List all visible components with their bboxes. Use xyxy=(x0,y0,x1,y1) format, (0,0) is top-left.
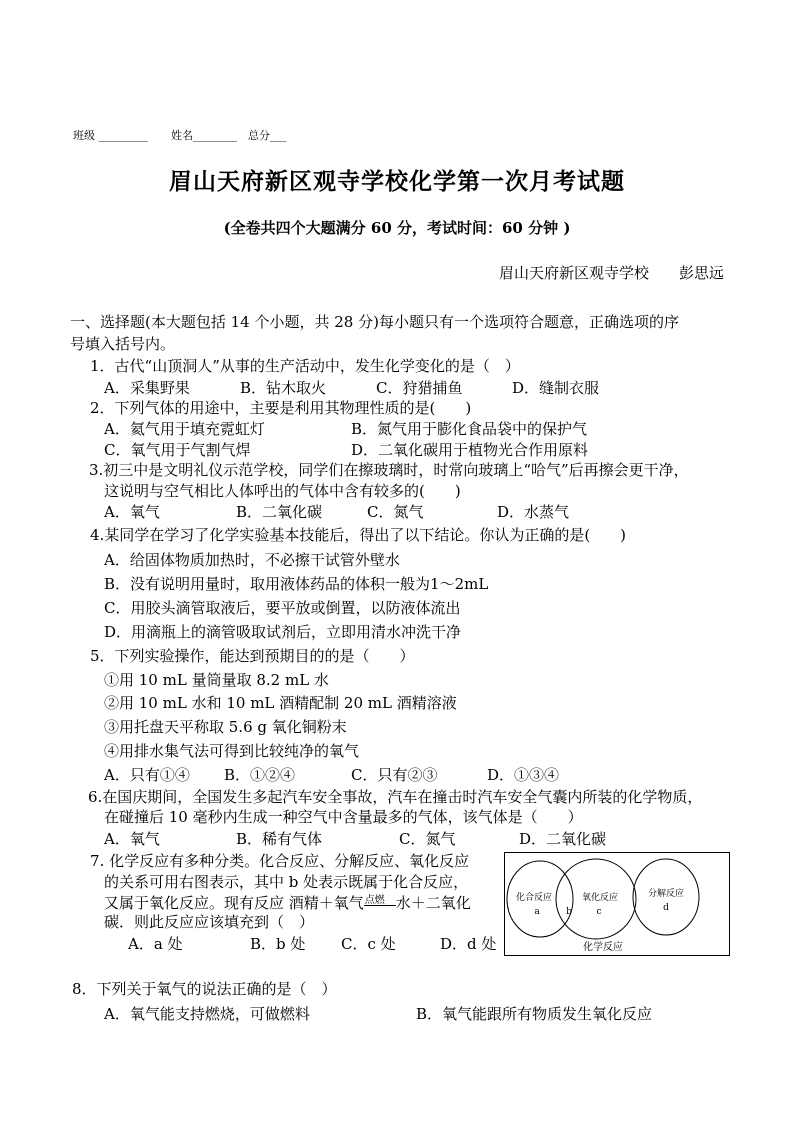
region-b-label: b xyxy=(566,907,572,917)
q6-option-d: D．二氧化碳 xyxy=(519,830,607,848)
q7-line2: 的关系可用右图表示，其中 b 处表示既属于化合反应， xyxy=(104,873,469,891)
q6-option-b: B．稀有气体 xyxy=(236,830,323,848)
q7-option-d: D．d 处 xyxy=(440,935,497,953)
q6-stem-line1: 6.在国庆期间，全国发生多起汽车安全事故，汽车在撞击时汽车安全气囊内所装的化学物质， xyxy=(88,788,703,806)
name-blank: ________ xyxy=(193,129,237,142)
student-info-header xyxy=(73,127,287,143)
reaction-condition: 点燃 xyxy=(364,895,385,906)
total-blank: ___ xyxy=(270,129,287,142)
q3-stem-line1: 3.初三中是文明礼仪示范学校，同学们在擦玻璃时，时常向玻璃上“哈气”后再擦会更干净， xyxy=(89,461,689,479)
q4-option-b: B．没有说明用量时，取用液体药品的体积一般为1～2mL xyxy=(104,575,489,593)
q8-option-b: B．氧气能跟所有物质发生氧化反应 xyxy=(416,1005,653,1023)
combination-label: 化合反应 xyxy=(515,893,553,903)
q1-option-d: D．缝制衣服 xyxy=(512,379,600,397)
q5-option-c: C．只有②③ xyxy=(351,766,438,784)
q2-option-b: B．氮气用于膨化食品袋中的保护气 xyxy=(351,420,588,438)
q4-stem: 4.某同学在学习了化学实验基本技能后，得出了以下结论。你认为正确的是( ) xyxy=(90,526,627,544)
q5-option-a: A．只有①④ xyxy=(104,766,190,784)
q3-option-a: A．氧气 xyxy=(104,503,160,521)
q2-option-a: A．氦气用于填充霓虹灯 xyxy=(104,420,265,438)
q3-option-b: B．二氧化碳 xyxy=(236,503,323,521)
reaction-arrow xyxy=(364,894,396,908)
q1-option-c: C．狩猎捕鱼 xyxy=(376,379,463,397)
diagram-caption: 化学反应 xyxy=(583,942,623,953)
q3-option-c: C．氮气 xyxy=(367,503,424,521)
region-c-label: c xyxy=(596,907,602,917)
q4-option-d: D．用滴瓶上的滴管吸取试剂后，立即用清水冲洗干净 xyxy=(104,623,462,641)
q2-option-d: D．二氧化碳用于植物光合作用原料 xyxy=(351,441,589,459)
q7-line4: 碳．则此反应应该填充到（ ） xyxy=(104,913,315,931)
q5-option-d: D．①③④ xyxy=(487,766,560,784)
q7-line3 xyxy=(104,892,471,913)
total-label: 总分 xyxy=(248,129,270,142)
class-label: 班级 xyxy=(73,129,95,142)
q3-option-d: D．水蒸气 xyxy=(497,503,570,521)
q7-line1: 7. 化学反应有多种分类。化合反应、分解反应、氧化反应 xyxy=(90,852,470,870)
q5-statement-4: ④用排水集气法可得到比较纯净的氧气 xyxy=(104,742,360,760)
diagram-frame xyxy=(505,853,730,956)
class-blank: _________ xyxy=(98,129,148,142)
q5-statement-3: ③用托盘天平称取 5.6 g 氧化铜粉末 xyxy=(104,718,347,736)
q4-option-a: A．给固体物质加热时，不必擦干试管外壁水 xyxy=(104,551,400,569)
q2-option-c: C．氧气用于气割气焊 xyxy=(104,441,251,459)
q2-stem: 2．下列气体的用途中，主要是利用其物理性质的是( ) xyxy=(90,399,472,417)
name-label: 姓名 xyxy=(171,129,193,142)
decomposition-label: 分解反应 xyxy=(647,889,685,899)
q5-statement-1: ①用 10 mL 量筒量取 8.2 mL 水 xyxy=(104,671,329,689)
q4-option-c: C．用胶头滴管取液后，要平放或倒置，以防液体流出 xyxy=(104,599,461,617)
q7-line3-after: 水＋二氧化 xyxy=(395,894,471,912)
q7-option-c: C．c 处 xyxy=(341,935,396,953)
section-heading-line2: 号填入括号内。 xyxy=(70,335,176,353)
page-title: 眉山天府新区观寺学校化学第一次月考试题 xyxy=(169,168,625,195)
q6-option-c: C．氮气 xyxy=(399,830,456,848)
q7-option-a: A．a 处 xyxy=(128,935,183,953)
q6-stem-line2: 在碰撞后 10 毫秒内生成一种空气中含量最多的气体，该气体是（ ） xyxy=(104,808,583,826)
section-heading-line1: 一、选择题(本大题包括 14 个小题，共 28 分)每小题只有一个选项符合题意，正确选项的序 xyxy=(70,313,679,331)
q7-option-b: B．b 处 xyxy=(250,935,306,953)
q5-statement-2: ②用 10 mL 水和 10 mL 酒精配制 20 mL 酒精溶液 xyxy=(104,694,457,712)
q8-stem: 8．下列关于氧气的说法正确的是（ ） xyxy=(72,980,337,998)
region-d-label: d xyxy=(663,903,669,913)
q5-option-b: B．①②④ xyxy=(224,766,296,784)
q5-stem: 5．下列实验操作，能达到预期目的的是（ ） xyxy=(90,647,415,665)
q1-option-a: A．采集野果 xyxy=(104,379,190,397)
exam-subtitle: (全卷共四个大题满分 60 分，考试时间：60 分钟 ) xyxy=(223,219,571,237)
author-line: 眉山天府新区观寺学校 彭思远 xyxy=(498,264,724,282)
reaction-line xyxy=(364,905,396,906)
q8-option-a: A．氧气能支持燃烧，可做燃料 xyxy=(104,1005,310,1023)
q6-option-a: A．氧气 xyxy=(104,830,160,848)
q1-option-b: B．钻木取火 xyxy=(240,379,327,397)
q7-line3-before: 又属于氧化反应。现有反应 酒精＋氧气 xyxy=(104,894,364,912)
reaction-venn-diagram xyxy=(504,852,730,956)
oxidation-label: 氧化反应 xyxy=(581,893,619,903)
region-a-label: a xyxy=(534,907,540,917)
q3-stem-line2: 这说明与空气相比人体呼出的气体中含有较多的( ) xyxy=(104,482,461,500)
q1-stem: 1．古代“山顶洞人”从事的生产活动中，发生化学变化的是（ ） xyxy=(90,357,520,375)
